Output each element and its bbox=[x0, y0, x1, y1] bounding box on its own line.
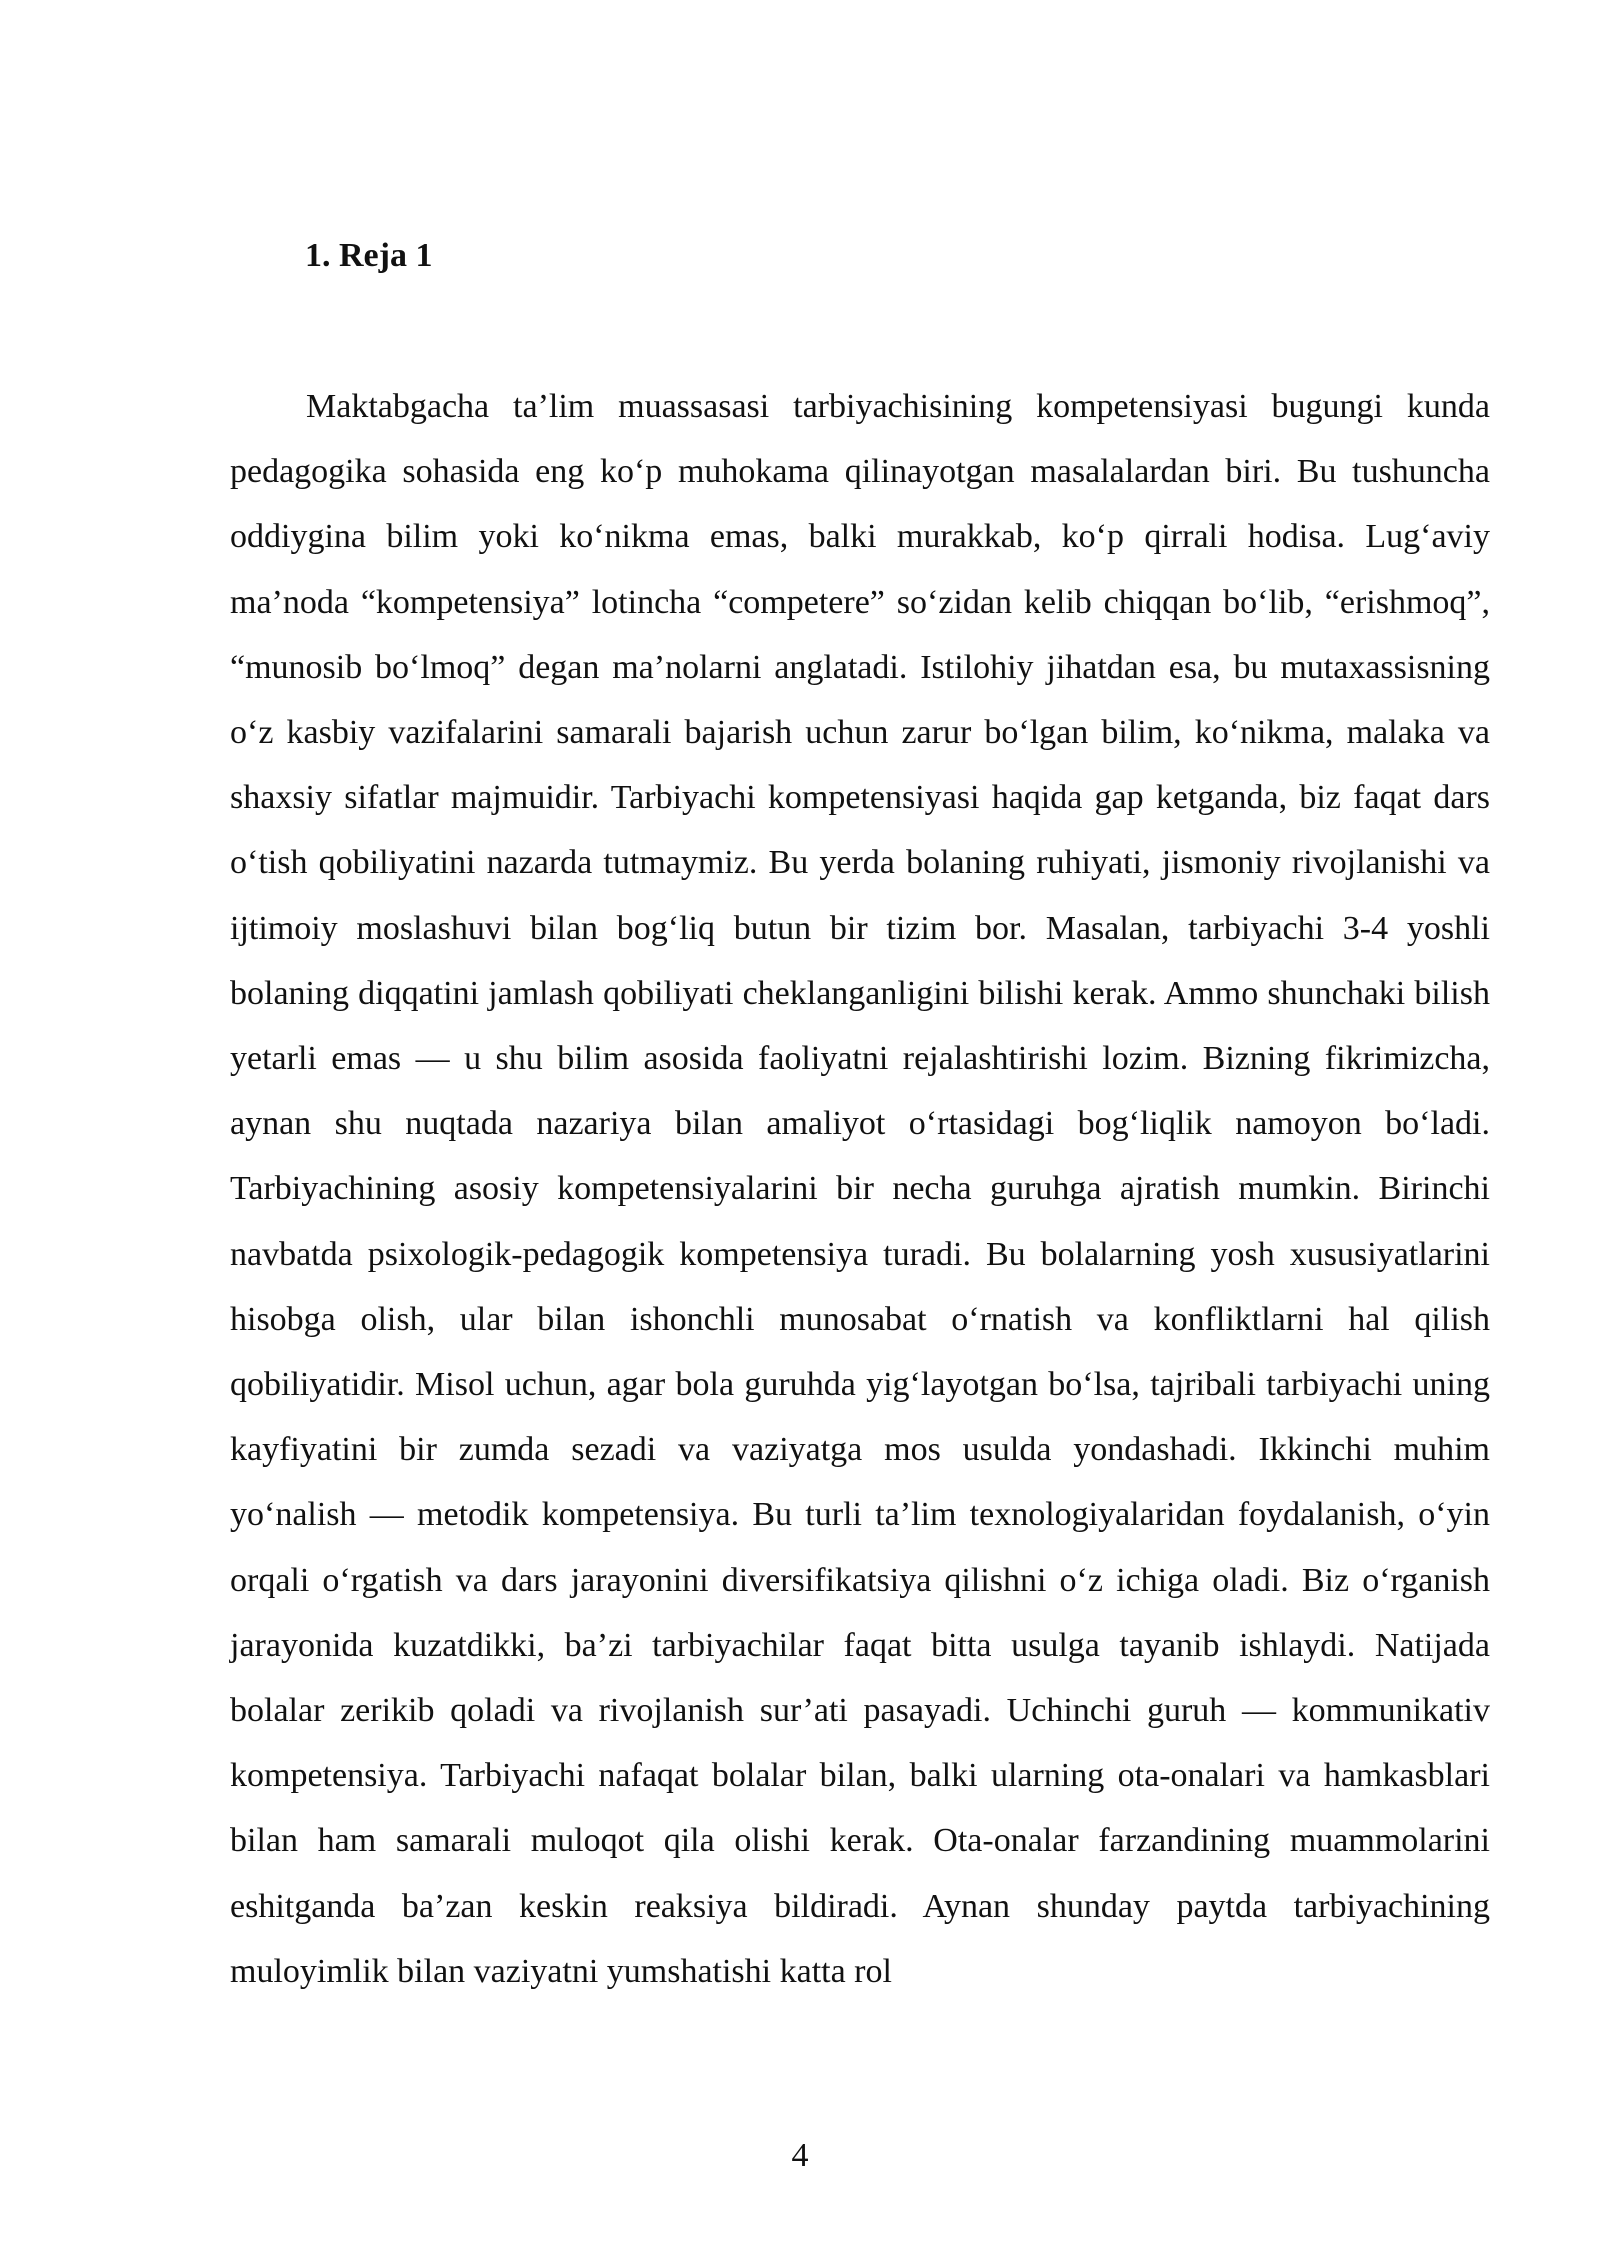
page-number: 4 bbox=[791, 2137, 809, 2174]
section-heading: 1. Reja 1 bbox=[305, 237, 433, 274]
body-paragraph: Maktabgacha ta’lim muassasasi tarbiyachisining kompetensiyasi bugungi kunda pedagogika sohasida eng ko‘p muhokama qilinayotgan masalalardan biri. Bu tushuncha oddiygina bilim yoki ko‘nikma emas, balki murakkab, ko‘p qirrali hodisa. Lug‘aviy ma’noda “kompetensiya” lotincha “competere” so‘zidan kelib chiqqan bo‘lib, “erishmoq”, “munosib bo‘lmoq” degan ma’nolarni anglatadi. Istilohiy jihatdan esa, bu mutaxassisning o‘z kasbiy vazifalarini samarali bajarish uchun zarur bo‘lgan bilim, ko‘nikma, malaka va shaxsiy sifatlar majmuidir. Tarbiyachi kompetensiyasi haqida gap ketganda, biz faqat dars o‘tish qobiliyatini nazarda tutmaymiz. Bu yerda bolaning ruhiyati, jismoniy rivojlanishi va ijtimoiy moslashuvi bilan bog‘liq butun bir tizim bor. Masalan, tarbiyachi 3-4 yoshli bolaning diqqatini jamlash qobiliyati cheklanganligini bilishi kerak. Ammo shunchaki bilish yetarli emas — u shu bilim asosida faoliyatni rejalashtirishi lozim. Bizning fikrimizcha, aynan shu nuqtada nazariya bilan amaliyot o‘rtasidagi bog‘liqlik namoyon bo‘ladi. Tarbiyachining asosiy kompetensiyalarini bir necha guruhga ajratish mumkin. Birinchi navbatda psixologik-pedagogik kompetensiya turadi. Bu bolalarning yosh xususiyatlarini hisobga olish, ular bilan ishonchli munosabat o‘rnatish va konfliktlarni hal qilish qobiliyatidir. Misol uchun, agar bola guruhda yig‘layotgan bo‘lsa, tajribali tarbiyachi uning kayfiyatini bir zumda sezadi va vaziyatga mos usulda yondashadi. Ikkinchi muhim yo‘nalish — metodik kompetensiya. Bu turli ta’lim texnologiyalaridan foydalanish, o‘yin orqali o‘rgatish va dars jarayonini diversifikatsiya qilishni o‘z ichiga oladi. Biz o‘rganish jarayonida kuzatdikki, ba’zi tarbiyachilar faqat bitta usulga tayanib ishlaydi. Natijada bolalar zerikib qoladi va rivojlanish sur’ati pasayadi. Uchinchi guruh — kommunikativ kompetensiya. Tarbiyachi nafaqat bolalar bilan, balki ularning ota-onalari va hamkasblari bilan ham samarali muloqot qila olishi kerak. Ota-onalar farzandining muammolarini eshitganda ba’zan keskin reaksiya bildiradi. Aynan shunday paytda tarbiyachining muloyimlik bilan vaziyatni yumshatishi katta rol bbox=[230, 388, 1490, 1990]
